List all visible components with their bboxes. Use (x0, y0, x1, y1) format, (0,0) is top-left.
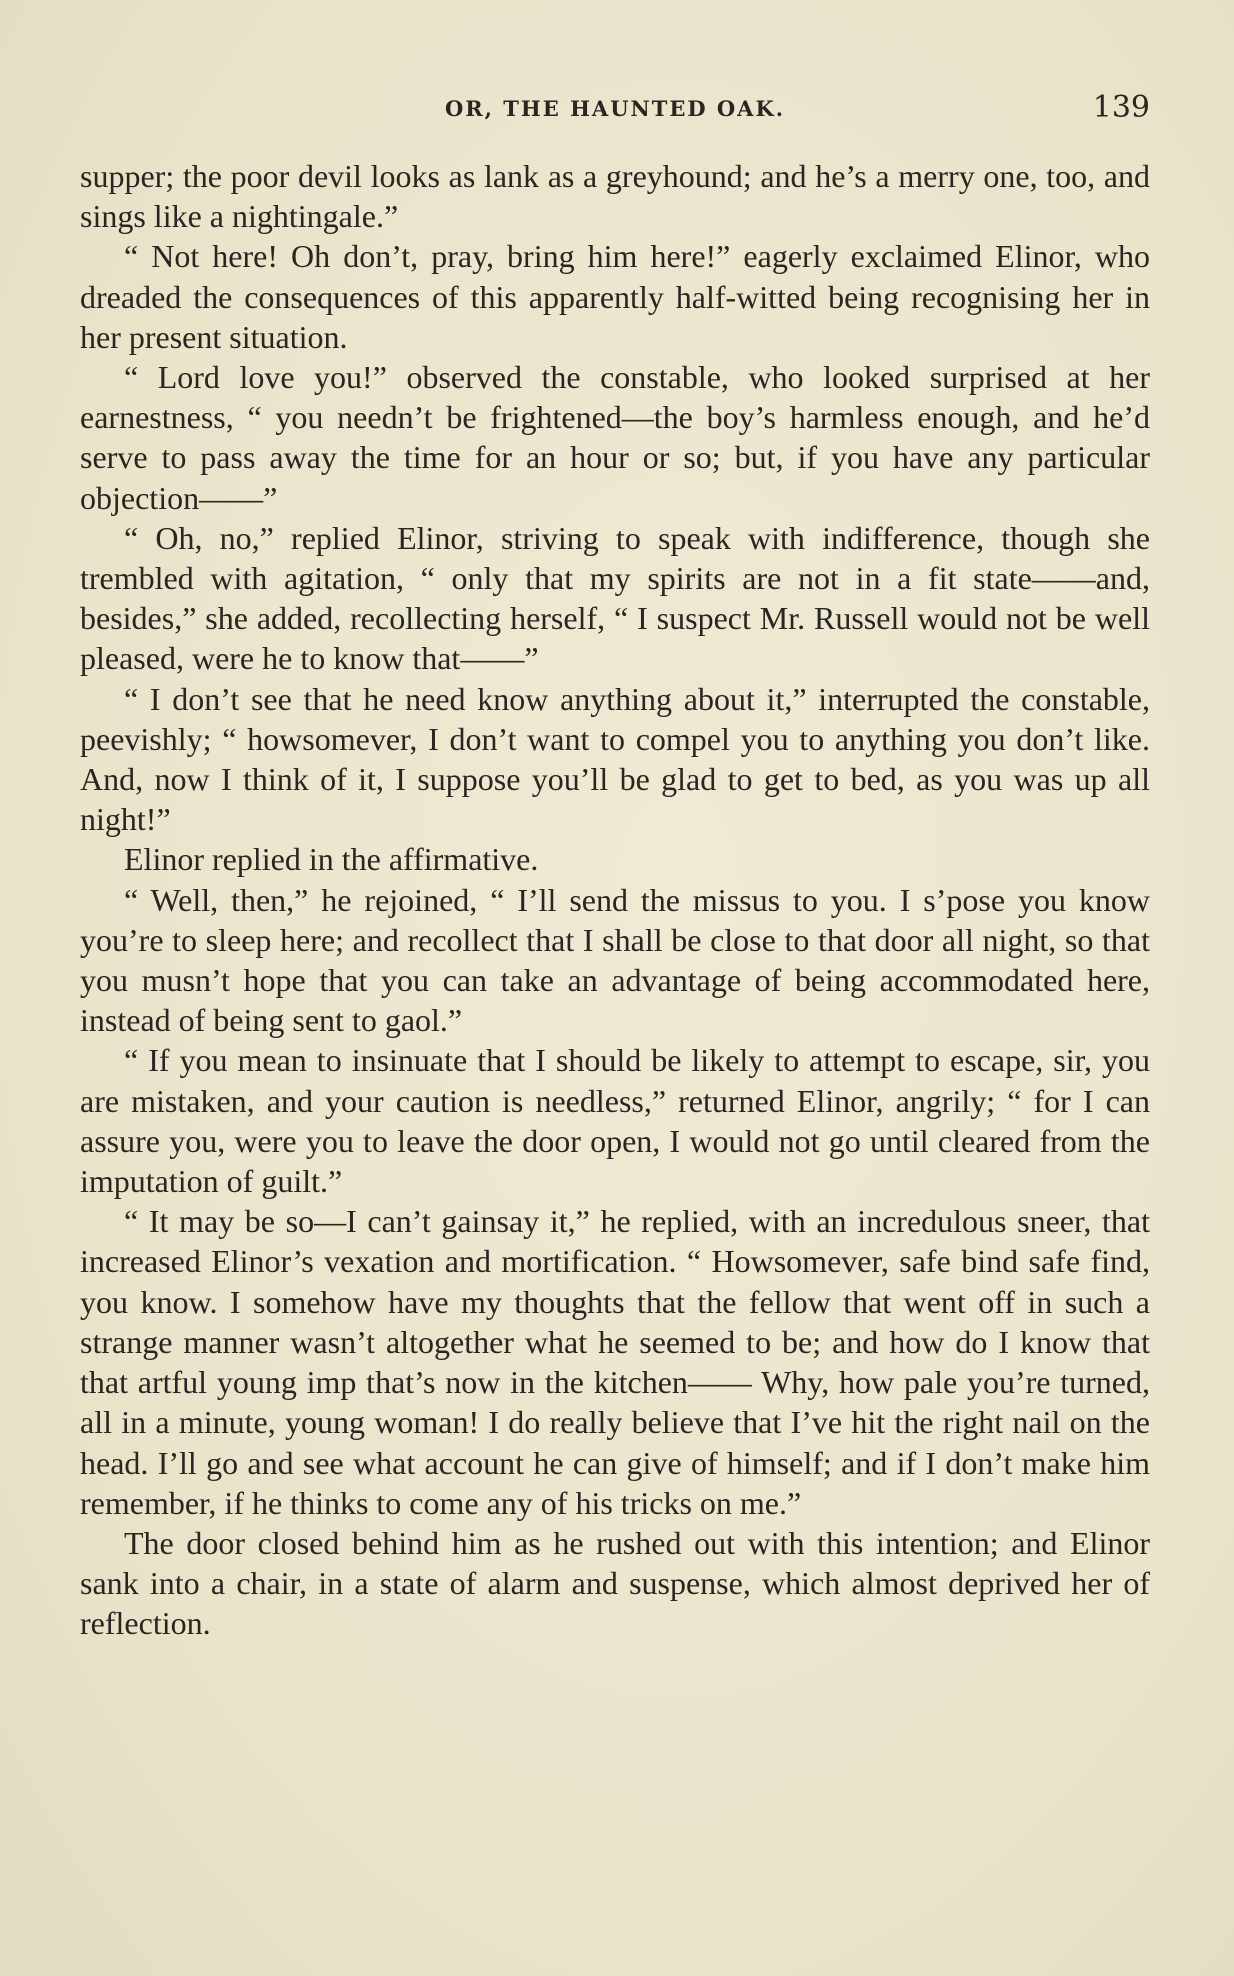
paragraph: “ Oh, no,” replied Elinor, striving to speak with indifference, though she trembled with agitation, “ only that my spirits are not in a fit state——and, besides,” she added, recollecting herself, “ I suspect Mr. Russell would not be well pleased, were he to know that——” (80, 519, 1150, 677)
paragraph: “ Well, then,” he rejoined, “ I’ll send the missus to you. I s’pose you know you’re to sleep here; and recollect that I shall be close to that door all night, so that you musn’t hope that you can take an advantage of being accommodated here, instead of being sent to gaol.” (80, 881, 1150, 1039)
paragraph: Elinor replied in the affirmative. (124, 841, 539, 878)
paragraph: The door closed behind him as he rushed out with this intention; and Elinor sank into a chair, in a state of alarm and suspense, which almost deprived her of reflection. (80, 1524, 1150, 1642)
running-head (80, 90, 1150, 130)
page-number: 139 (1092, 90, 1150, 125)
paragraph: “ It may be so—I can’t gainsay it,” he replied, with an incredulous sneer, that increased Elinor’s vexation and mortification. “ Howsomever, safe bind safe find, you know. I somehow have my thoughts that the fellow that went off in such a strange manner wasn’t altogether what he seemed to be; and how do I know that that artful young imp that’s now in the kitchen—— Why, how pale you’re turned, all in a minute, young woman! I do really believe that I’ve hit the right nail on the head. I’ll go and see what account he can give of himself; and if I don’t make him remember, if he thinks to come any of his tricks on me.” (80, 1203, 1150, 1521)
body-text (80, 156, 1150, 1644)
paragraph: “ Lord love you!” observed the constable, who looked surprised at her earnestness, “ you needn’t be frightened—the boy’s harmless enough, and he’d serve to pass away the time for an hour or so; but, if you have any particular objection——” (80, 359, 1150, 516)
paragraph: “ I don’t see that he need know anything about it,” interrupted the constable, peevishly; “ howsomever, I don’t want to compel you to anything you don’t like. And, now I think of it, I suppose you’ll be glad to get to bed, as you was up all night!” (80, 680, 1150, 838)
paragraph: supper; the poor devil looks as lank as a greyhound; and he’s a merry one, too, and sings like a nightingale.” (80, 158, 1150, 235)
running-title: OR, THE HAUNTED OAK. (444, 96, 786, 121)
paragraph: “ If you mean to insinuate that I should be likely to attempt to escape, sir, you are mistaken, and your caution is needless,” returned Elinor, angrily; “ for I can assure you, were you to leave the door open, I would not go until cleared from the imputation of guilt.” (80, 1042, 1150, 1200)
paragraph: “ Not here! Oh don’t, pray, bring him here!” eagerly exclaimed Elinor, who dreaded the consequences of this apparently half-witted being recognising her in her present situation. (80, 238, 1150, 355)
